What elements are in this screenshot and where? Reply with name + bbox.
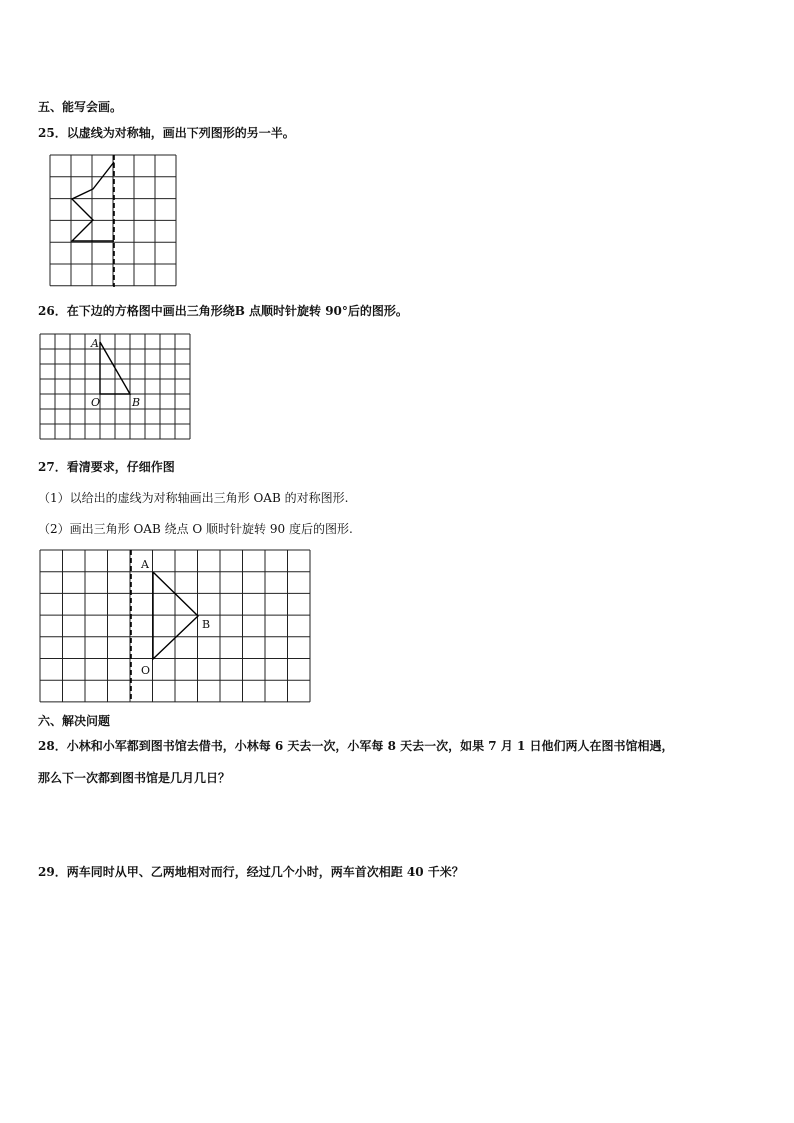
question-27-grid-figure: [40, 550, 311, 702]
label-o: O: [141, 664, 151, 677]
question-28-line-1: 28．小林和小军都到图书馆去借书，小林每 6 天去一次，小军每 8 天去一次，如果 7 月 1 日他们两人在图书馆相遇，: [38, 739, 674, 753]
section-five-title: 五、能写会画。: [38, 100, 123, 114]
label-a: A: [141, 558, 149, 571]
question-25-grid-figure: [50, 155, 180, 287]
question-27-text: 27．看清要求，仔细作图: [38, 460, 175, 474]
question-27-part-1: （1）以给出的虚线为对称轴画出三角形 OAB 的对称图形.: [38, 491, 349, 505]
label-b: B: [202, 618, 211, 631]
section-six-title: 六、解决问题: [38, 714, 111, 728]
label-a: A: [91, 337, 99, 350]
label-b: B: [132, 396, 141, 409]
question-26-text: 26．在下边的方格图中画出三角形绕B 点顺时针旋转 90°后的图形。: [38, 304, 408, 318]
question-28-line-2: 那么下一次都到图书馆是几月几日？: [38, 771, 231, 785]
half-shape: [72, 162, 114, 241]
label-o: O: [91, 396, 101, 409]
question-26-grid-figure: [40, 334, 192, 440]
question-27-part-2: （2）画出三角形 OAB 绕点 O 顺时针旋转 90 度后的图形.: [38, 522, 353, 536]
question-29-text: 29．两车同时从甲、乙两地相对而行，经过几个小时，两车首次相距 40 千米？: [38, 865, 464, 879]
question-25-text: 25．以虚线为对称轴，画出下列图形的另一半。: [38, 126, 295, 140]
